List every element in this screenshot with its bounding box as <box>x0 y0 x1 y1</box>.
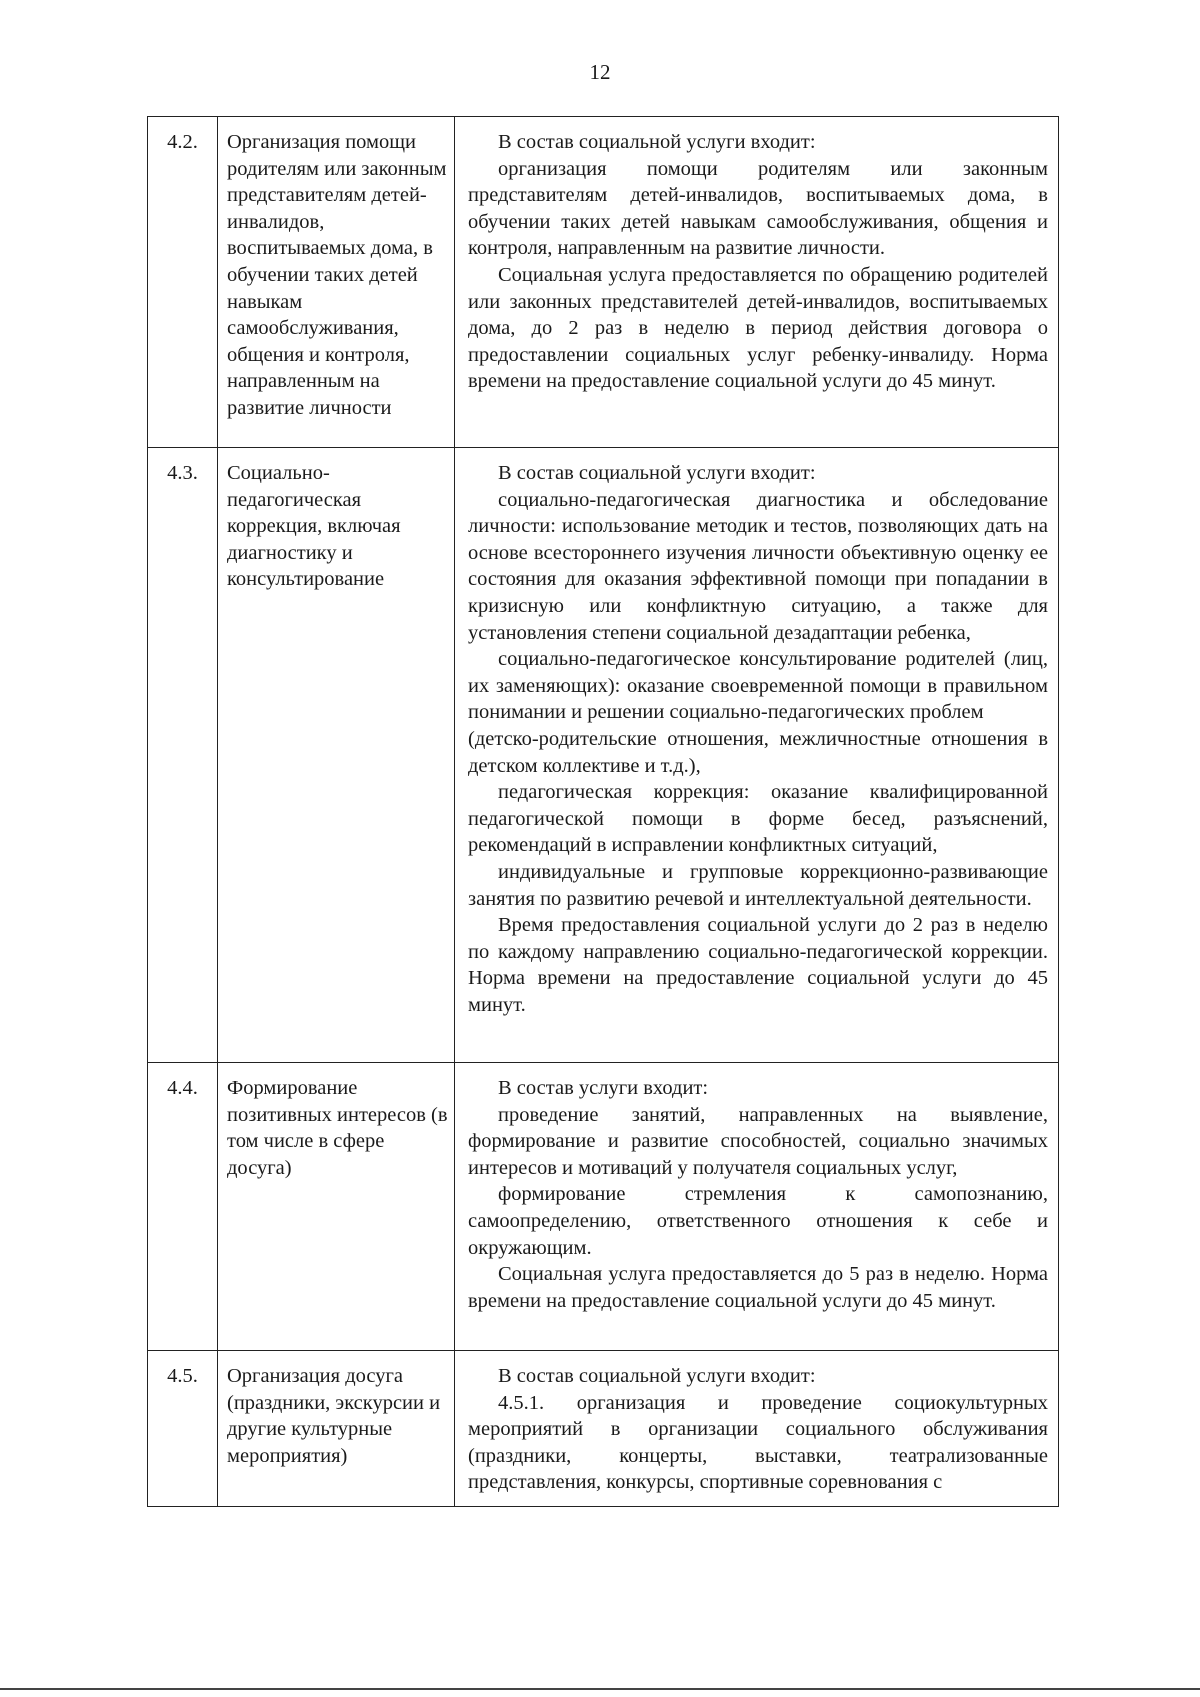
description-paragraph: Время предоставления социальной услуги до 2 раз в неделю по каждому направлению социально-педагогической коррекции. Норма времени на предоставление социальной услуги до 45 минут. <box>468 914 1048 1016</box>
description-paragraph: В состав социальной услуги входит: <box>498 131 816 153</box>
service-name: Организация помощи родителям или законным представителям детей-инвалидов, воспитываемых дома, в обучении таких детей навыкам самообслуживания, общения и контроля, направленным на развитие личности <box>218 117 455 448</box>
description-paragraph: Социальная услуга предоставляется по обращению родителей или законных представителей детей-инвалидов, воспитываемых дома, до 2 раз в неделю в период действия договора о предоставлении социальных услуг ребенку-инвалиду. Норма времени на предоставление социальной услуги до 45 минут. <box>468 263 1048 393</box>
service-name: Социально-педагогическая коррекция, включая диагностику и консультирование <box>218 448 455 1063</box>
service-name: Формирование позитивных интересов (в том числе в сфере досуга) <box>218 1063 455 1351</box>
description-paragraph: В состав социальной услуги входит: <box>498 1365 816 1387</box>
description-paragraph: 4.5.1. организация и проведение социокультурных мероприятий в организации социального обслуживания (праздники, концерты, выставки, театрализованные представления, конкурсы, спортивные соревнования с <box>468 1391 1048 1494</box>
service-description <box>455 1351 1059 1507</box>
row-number: 4.2. <box>148 117 218 448</box>
description-paragraph: организация помощи родителям или законным представителям детей-инвалидов, воспитываемых дома, в обучении таких детей навыкам самообслуживания, общения и контроля, направленным на развитие личности. <box>468 157 1048 260</box>
row-number: 4.3. <box>148 448 218 1063</box>
description-paragraph: индивидуальные и групповые коррекционно-развивающие занятия по развитию речевой и интеллектуальной деятельности. <box>468 860 1048 910</box>
row-number: 4.5. <box>148 1351 218 1507</box>
table-row <box>148 1351 1059 1507</box>
description-paragraph: (детско-родительские отношения, межличностные отношения в детском коллективе и т.д.), <box>468 727 1048 777</box>
service-name: Организация досуга (праздники, экскурсии и другие культурные мероприятия) <box>218 1351 455 1507</box>
service-description <box>455 117 1059 448</box>
description-paragraph: В состав социальной услуги входит: <box>498 462 816 484</box>
description-paragraph: социально-педагогическое консультирование родителей (лиц, их заменяющих): оказание своевременной помощи в правильном понимании и решении социально-педагогических проблем <box>468 648 1048 724</box>
description-paragraph: В состав услуги входит: <box>498 1077 709 1099</box>
table-row <box>148 448 1059 1063</box>
description-paragraph: проведение занятий, направленных на выявление, формирование и развитие способностей, социально значимых интересов и мотиваций у получателя социальных услуг, <box>468 1103 1048 1179</box>
table-row <box>148 117 1059 448</box>
description-paragraph: социально-педагогическая диагностика и обследование личности: использование методик и тестов, позволяющих дать на основе всестороннего изучения личности объективную оценку ее состояния для оказания эффективной помощи при попадании в кризисную или конфликтную ситуацию, а также для установления степени социальной дезадаптации ребенка, <box>468 488 1048 644</box>
services-table <box>147 116 1059 1507</box>
scan-edge-line <box>0 1688 1200 1690</box>
description-paragraph: педагогическая коррекция: оказание квалифицированной педагогической помощи в форме бесед, разъяснений, рекомендаций в исправлении конфликтных ситуаций, <box>468 781 1048 857</box>
service-description <box>455 448 1059 1063</box>
description-paragraph: формирование стремления к самопознанию, самоопределению, ответственного отношения к себе и окружающим. <box>468 1183 1048 1259</box>
page-number: 12 <box>589 60 611 84</box>
table-row <box>148 1063 1059 1351</box>
service-description <box>455 1063 1059 1351</box>
description-paragraph: Социальная услуга предоставляется до 5 раз в неделю. Норма времени на предоставление социальной услуги до 45 минут. <box>468 1263 1048 1312</box>
row-number: 4.4. <box>148 1063 218 1351</box>
